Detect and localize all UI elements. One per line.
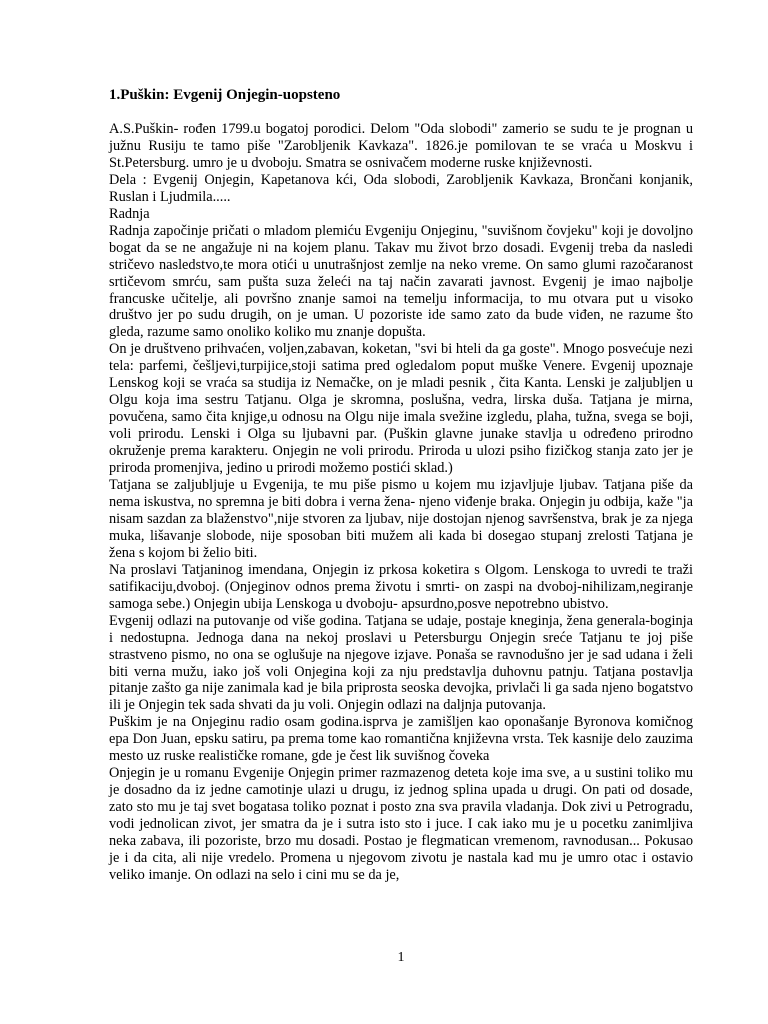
- page-number: 1: [397, 950, 405, 965]
- document-body: [109, 121, 693, 884]
- paragraph-society: On je društveno prihvaćen, voljen,zabavan, koketan, "svi bi hteli da ga goste". Mnogo posvećuje nezi tela: parfemi, češljevi,turpijice,stoji satima pred ogledalom poput muške Venere. Evgenij upoznaje Lenskog koji se vraća sa studija iz Nemačke, on je mladi pesnik , čita Kanta. Lenski je zaljubljen u Olgu koja ima sestru Tatjanu. Olga je skromna, poslušna, vedra, lirska duša. Tatjana je mirna, povučena, samo čita knjige,u odnosu na Olgu nije imala svežine izgledu, plaha, tužna, svega se boji, voli prirodu. Lenski i Olga su ljubavni par. (Puškin glavne junake stavlja u određeno prirodno okruženje prema karakteru. Onjegin ne voli prirodu. Priroda u ulozi psiho fizičkog stanja zato jer je priroda promenjiva, jedino u prirodi možemo postići sklad.): [109, 341, 693, 477]
- section-heading-radnja: Radnja: [109, 205, 150, 222]
- paragraph-composition: Puškim je na Onjeginu radio osam godina.isprva je zamišljen kao oponašanje Byronova komičnog epa Don Juan, epsku satiru, pa prema tome kao romantična književna vrsta. Tek kasnije delo zauzima mesto uz ruske realističke romane, gde je čest lik suvišnog čoveka: [109, 714, 693, 765]
- paragraph-works: Dela : Evgenij Onjegin, Kapetanova kći, Oda slobodi, Zarobljenik Kavkaza, Brončani konjanik, Ruslan i Ljudmila.....: [109, 171, 693, 205]
- document-page: [109, 0, 693, 1024]
- paragraph-duel: Na proslavi Tatjaninog imendana, Onjegin iz prkosa koketira s Olgom. Lenskoga to uvredi te traži satifikaciju,dvoboj. (Onjeginov odnos prema životu i smrti- on zaspi na dvoboj-nihilizam,negiranje samoga sebe.) Onjegin ubija Lenskoga u dvoboju- apsurdno,posve nepotrebno ubistvo.: [109, 561, 693, 612]
- document-title: 1.Puškin: Evgenij Onjegin-uopsteno: [109, 87, 341, 103]
- paragraph-travels: Evgenij odlazi na putovanje od više godina. Tatjana se udaje, postaje kneginja, žena generala-boginja i nedostupna. Jednoga dana na nekoj proslavi u Petersburgu Onjegin sreće Tatjanu te joj piše strastveno pismo, no ona se oglušuje na njegove izjave. Ponaša se ravnodušno jer je sad udana i želi biti verna mužu, iako još voli Onjegina koji za nju predstavlja duhovnu patnju. Tatjana postavlja pitanje zašto ga nije zanimala kad je bila priprosta seoska devojka, privlači li ga sada njeno bogatstvo ili je Onjegin tek sada shvati da ju voli. Onjegin odlazi na daljnja putovanja.: [109, 612, 693, 714]
- paragraph-intro: A.S.Puškin- rođen 1799.u bogatoj porodici. Delom "Oda slobodi" zamerio se sudu te je prognan u južnu Rusiju te tamo piše "Zarobljenik Kavkaza". 1826.je pomilovan te se vraća u Moskvu i St.Petersburg. umro je u dvoboju. Smatra se osnivačem moderne ruske književnosti.: [109, 121, 693, 171]
- paragraph-character-analysis: Onjegin je u romanu Evgenije Onjegin primer razmazenog deteta koje ima sve, a u sustini toliko mu je dosadno da iz jedne camotinje ulazi u drugu, iz jednog splina upada u drugi. On pati od dosade, zato sto mu je taj svet bogatasa toliko poznat i posto zna sva pravila vladanja. Dok zivi u Petrogradu, vodi jednolican zivot, jer smatra da je i sutra isto sto i juce. I cak iako mu je u pocetku zanimljiva neka zabava, ili pozoriste, brzo mu dosadi. Postao je flegmatican vremenom, ravnodusan... Pokusao je i da cita, ali nije vredelo. Promena u njegovom zivotu je nastala kad mu je umro otac i ostavio veliko imanje. On odlazi na selo i cini mu se da je,: [109, 765, 693, 883]
- paragraph-plot-beginning: Radnja započinje pričati o mladom plemiću Evgeniju Onjeginu, "suvišnom čovjeku" koji je dovoljno bogat da se ne angažuje ni na kojem planu. Takav mu život brzo dosadi. Evgenij treba da nasledi stričevo nasledstvo,te mora otići u unutrašnjost zemlje na neko vreme. On samo glumi razočaranost srtičevom smrću, sam pušta suza želeći na taj način zavarati javnost. Evgenij je imao najbolje francuske učitelje, ali površno znanje samoi na temelju informacija, to mu otvara put u visoko društvo jer po sudu drugih, on je uman. U pozoriste ide samo zato da bude viđen, ne razume što gleda, razume samo onoliko koliko mu znanje dopušta.: [109, 222, 693, 341]
- paragraph-tatjana-letter: Tatjana se zaljubljuje u Evgenija, te mu piše pismo u kojem mu izjavljuje ljubav. Tatjana piše da nema iskustva, no spremna je biti dobra i verna žena- njeno viđenje braka. Onjegin ju odbija, kaže "ja nisam sazdan za blaženstvo",nije stvoren za ljubav, nije dostojan njenog savršenstva, brak je za njega muka, lišavanje slobode, nije sposoban biti mužem ali kada bi dosegao stupanj zrelosti Tatjana je žena s kojom bi želio biti.: [109, 477, 693, 561]
